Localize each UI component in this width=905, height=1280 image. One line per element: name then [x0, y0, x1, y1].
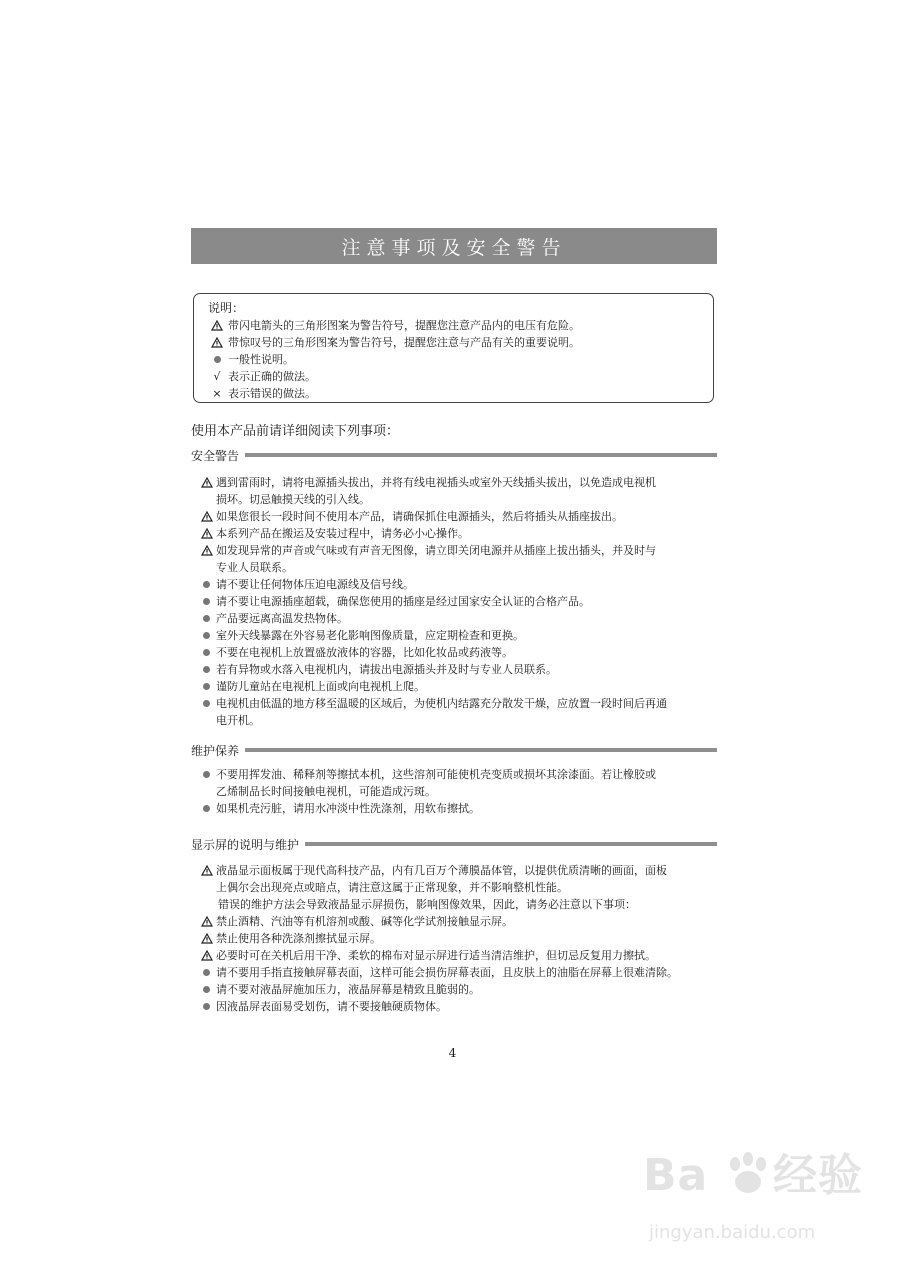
page-title: 注意事项及安全警告 [191, 228, 717, 264]
bullet-mark [197, 678, 216, 690]
list-item [197, 930, 719, 947]
warning-mark [197, 862, 216, 876]
section-title-maintenance: 维护保养 [191, 743, 240, 758]
bullet-mark [197, 627, 216, 639]
list-item-text [216, 542, 719, 576]
text-line: 因液晶屏表面易受划伤，请不要接触硬质物体。 [216, 1000, 447, 1013]
list-item [197, 862, 719, 896]
text-line: 电开机。 [216, 714, 260, 727]
warning-mark [197, 930, 216, 944]
bullet-mark [197, 661, 216, 673]
list-item [197, 913, 719, 930]
list-item [197, 678, 719, 695]
warning-mark [197, 508, 216, 522]
bullet-dot-icon [203, 666, 210, 673]
section-heading-safety [191, 447, 717, 463]
warning-mark [197, 525, 216, 539]
bullet-mark [197, 610, 216, 622]
bullet-mark [197, 644, 216, 656]
list-item-text [216, 981, 719, 998]
warning-triangle-icon [201, 528, 213, 539]
text-line: 上偶尔会出现亮点或暗点，请注意这属于正常现象，并不影响整机性能。 [216, 881, 568, 894]
legend-row [206, 351, 713, 368]
watermark-url: jingyan.baidu.com [649, 1222, 816, 1243]
list-item-text [216, 593, 719, 610]
text-line: 禁止使用各种洗涤剂擦拭显示屏。 [216, 932, 381, 945]
watermark-logo-suffix: 经验 [773, 1150, 863, 1201]
warning-mark [197, 913, 216, 927]
text-line: 电视机由低温的地方移至温暖的区域后，为使机内结露充分散发干燥，应放置一段时间后再通 [216, 697, 667, 710]
text-line: 不要在电视机上放置盛放液体的容器，比如化妆品或药液等。 [216, 646, 513, 659]
legend-text: 带惊叹号的三角形图案为警告符号，提醒您注意与产品有关的重要说明。 [228, 336, 580, 349]
bullet-dot-icon [203, 581, 210, 588]
text-line: 液晶显示面板属于现代高科技产品，内有几百万个薄膜晶体管，以提供优质清晰的画面，面板 [216, 864, 667, 877]
bullet-dot-icon [203, 683, 210, 690]
text-line: 请不要用手指直接触屏幕表面，这样可能会损伤屏幕表面，且皮肤上的油脂在屏幕上很难清除。 [216, 966, 678, 979]
list-item [197, 947, 719, 964]
warning-triangle-icon [201, 865, 213, 876]
section-title-display: 显示屏的说明与维护 [191, 837, 300, 852]
list-item [197, 661, 719, 678]
section-title-safety: 安全警告 [191, 448, 240, 463]
text-line: 如果机壳污脏，请用水冲淡中性洗涤剂，用软布擦拭。 [216, 802, 480, 815]
legend-text: 一般性说明。 [228, 353, 294, 366]
warning-mark [197, 542, 216, 556]
display-list [197, 862, 719, 1015]
text-line: 遇到雷雨时，请将电源插头拔出，并将有线电视插头或室外天线插头拔出，以免造成电视机 [216, 476, 656, 489]
text-line: 损坏。切忌触摸天线的引入线。 [216, 493, 370, 506]
list-item-text [216, 947, 719, 964]
legend-row [206, 385, 713, 402]
warning-mark [206, 317, 228, 331]
bullet-dot-icon [203, 700, 210, 707]
bullet-mark [197, 766, 216, 778]
list-item-text [216, 913, 719, 930]
legend-text: 表示错误的做法。 [228, 387, 316, 400]
bullet-dot-icon [203, 771, 210, 778]
list-item [197, 964, 719, 981]
bullet-dot-icon [203, 969, 210, 976]
list-item [197, 576, 719, 593]
list-item [197, 998, 719, 1015]
text-line: 如果您很长一段时间不使用本产品，请确保抓住电源插头，然后将插头从插座拔出。 [216, 510, 623, 523]
bullet-mark [197, 964, 216, 976]
text-line: 请不要对液晶屏施加压力，液晶屏幕是精致且脆弱的。 [216, 983, 480, 996]
bullet-dot-icon [203, 805, 210, 812]
legend-row [206, 317, 713, 334]
warning-triangle-icon [201, 933, 213, 944]
text-line: 若有异物或水落入电视机内，请拔出电源插头并及时与专业人员联系。 [216, 663, 557, 676]
bullet-mark [197, 998, 216, 1010]
text-line: 产品要远离高温发热物体。 [216, 612, 348, 625]
text-line: 必要时可在关机后用干净、柔软的棉布对显示屏进行适当清洁维护，但切忌反复用力擦拭。 [216, 949, 656, 962]
bullet-dot-icon [203, 598, 210, 605]
bullet-dot-icon [203, 632, 210, 639]
bullet-dot-icon [203, 615, 210, 622]
legend-row [206, 368, 713, 385]
text-line: 本系列产品在搬运及安装过程中，请务必小心操作。 [216, 527, 469, 540]
text-line: 请不要让任何物体压迫电源线及信号线。 [216, 578, 414, 591]
warning-triangle-icon [201, 477, 213, 488]
text-line: 请不要让电源插座超载，确保您使用的插座是经过国家安全认证的合格产品。 [216, 595, 590, 608]
list-item-text [216, 661, 719, 678]
list-item [197, 627, 719, 644]
section-heading-maintenance [191, 742, 717, 758]
warning-triangle-icon [201, 545, 213, 556]
text-line: 不要用挥发油、稀释剂等擦拭本机，这些溶剂可能使机壳变质或损坏其涂漆面。若让橡胶或 [216, 768, 656, 781]
text-line: 乙烯制品长时间接触电视机，可能造成污斑。 [216, 785, 436, 798]
section-rule [305, 842, 717, 846]
safety-list [197, 474, 719, 729]
baidu-jingyan-watermark [643, 1146, 863, 1256]
legend-text: 表示正确的做法。 [228, 370, 316, 383]
bullet-mark [197, 695, 216, 707]
cross-mark-icon: × [212, 387, 222, 400]
list-item [197, 593, 719, 610]
text-line: 谨防儿童站在电视机上面或向电视机上爬。 [216, 680, 425, 693]
bullet-mark [197, 981, 216, 993]
warning-triangle-icon [211, 337, 223, 348]
bullet-dot-icon [203, 986, 210, 993]
list-item [197, 766, 719, 800]
list-item [197, 610, 719, 627]
bullet-dot-icon [203, 1003, 210, 1010]
warning-mark [197, 947, 216, 961]
list-item [197, 525, 719, 542]
text-line: 如发现异常的声音或气味或有声音无图像，请立即关闭电源并从插座上拔出插头，并及时与 [216, 544, 656, 557]
warning-triangle-icon [201, 916, 213, 927]
list-item [197, 508, 719, 525]
baidu-paw-icon [723, 1150, 773, 1200]
list-item-text [216, 525, 719, 542]
bullet-mark [197, 576, 216, 588]
bullet-mark [197, 800, 216, 812]
check-mark-icon: √ [213, 370, 221, 383]
list-item-text [216, 964, 719, 981]
bullet-dot-icon [214, 356, 221, 363]
list-item [197, 800, 719, 817]
warning-mark [197, 474, 216, 488]
section-heading-display [191, 836, 717, 852]
intro-text: 使用本产品前请详细阅读下列事项： [191, 424, 400, 439]
list-item-text [216, 766, 719, 800]
page-number: 4 [448, 1046, 457, 1060]
list-item [197, 474, 719, 508]
list-item-text [216, 998, 719, 1015]
warning-triangle-icon [201, 511, 213, 522]
list-item-text [216, 695, 719, 729]
text-line: 禁止酒精、汽油等有机溶剂或酸、碱等化学试剂接触显示屏。 [216, 915, 513, 928]
text-line: 室外天线暴露在外容易老化影响图像质量，应定期检查和更换。 [216, 629, 524, 642]
list-item-text [216, 644, 719, 661]
watermark-logo: Ba [643, 1150, 709, 1201]
legend-row [206, 334, 713, 351]
list-item [197, 695, 719, 729]
list-item [197, 644, 719, 661]
list-item-text [216, 800, 719, 817]
note-line: 错误的维护方法会导致液晶显示屏损伤，影响图像效果，因此，请务必注意以下事项： [218, 898, 636, 911]
warning-mark [206, 334, 228, 348]
list-item-text [216, 576, 719, 593]
legend-heading: 说明： [208, 301, 245, 315]
list-item [197, 981, 719, 998]
list-item-text [216, 678, 719, 695]
bullet-mark [197, 593, 216, 605]
section-rule [245, 453, 717, 457]
list-item-text [216, 508, 719, 525]
bullet-mark [206, 351, 228, 363]
bullet-dot-icon [203, 649, 210, 656]
legend-box [193, 293, 714, 403]
list-item-text [216, 474, 719, 508]
list-item [197, 542, 719, 576]
text-line: 专业人员联系。 [216, 561, 293, 574]
warning-triangle-icon [201, 950, 213, 961]
maintenance-list [197, 766, 719, 817]
list-item-text [216, 862, 719, 896]
list-item-text [216, 610, 719, 627]
list-item-text [216, 930, 719, 947]
list-item-text [216, 627, 719, 644]
legend-text: 带闪电箭头的三角形图案为警告符号，提醒您注意产品内的电压有危险。 [228, 319, 580, 332]
section-rule [245, 748, 717, 752]
warning-triangle-icon [211, 320, 223, 331]
